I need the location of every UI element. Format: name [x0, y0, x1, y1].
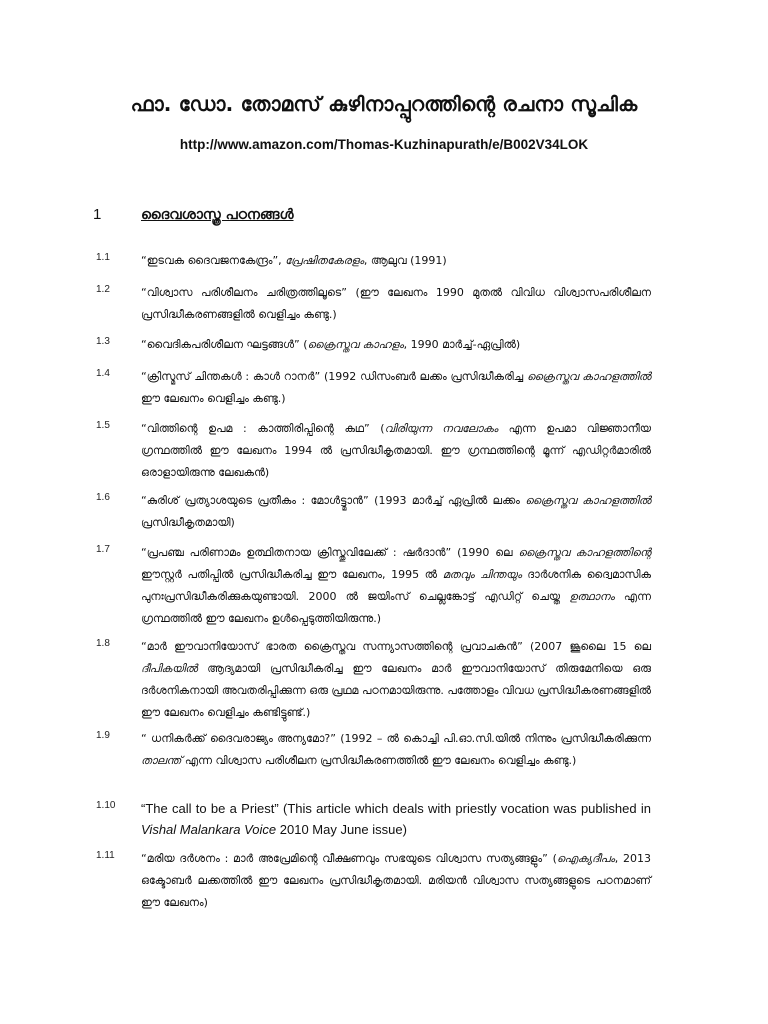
entry-text	[141, 798, 651, 840]
entry-text-segment: ദാർശനിക ദ്വൈമാസിക പുനഃപ്രസിദ്ധീകരിക്കുകയുണ്ടായി. 2000 ൽ ജയിംസ് ചെല്ലങ്കോട്ട് എഡിറ്റ് ചെയ്ത	[141, 568, 651, 603]
entry-text	[141, 282, 651, 326]
entry-text	[141, 418, 651, 484]
entry-text-segment: “വൈദികപരിശീലന ഘട്ടങ്ങൾ” (	[141, 338, 308, 351]
publication-name: ക്രൈസ്തവ കാഹളത്തിൽ	[526, 370, 651, 383]
entry-text	[141, 542, 651, 630]
entry-text	[141, 490, 651, 534]
entry-number: 1.4	[96, 368, 110, 379]
entry-text-segment: “ ധനികർക്ക് ദൈവരാജ്യം അന്യമോ?” (1992 – ൽ കൊച്ചി പി.ഓ.സി.യിൽ നിന്നും പ്രസിദ്ധീകരിക്കുന്ന	[141, 732, 651, 745]
entry-text-segment: “The call to be a Priest” (This article which deals with priestly vocation was published in	[141, 801, 651, 816]
entry-text-segment: പ്രസിദ്ധീകൃതമായി)	[141, 516, 235, 529]
publication-name: ദീപികയിൽ	[141, 662, 198, 675]
publication-name: പ്രേഷിതകേരളം	[285, 254, 364, 267]
entry-text-segment: ഈ ലേഖനം വെളിച്ചം കണ്ടു.)	[141, 392, 286, 405]
publication-name: മതവും ചിന്തയും	[442, 568, 522, 581]
entry-number: 1.1	[96, 252, 110, 263]
entry-number: 1.5	[96, 420, 110, 431]
entry-number: 1.6	[96, 492, 110, 503]
entry-number: 1.11	[96, 850, 115, 861]
entry-text	[141, 250, 651, 272]
entry-text	[141, 366, 651, 410]
entry-text	[141, 848, 651, 914]
publication-name: ക്രൈസ്തവ കാഹളത്തിൽ	[525, 494, 651, 507]
entry-text-segment: , 1990 മാർച്ച്-ഏപ്രിൽ)	[403, 338, 521, 351]
entry-text-segment: എന്ന ഉപമാ വിജ്ഞാനീയ ഗ്രന്ഥത്തിൽ ഈ ലേഖനം 1994 ൽ പ്രസിദ്ധീകൃതമായി. ഈ ഗ്രന്ഥത്തിന്റെ മൂന്ന് എഡിറ്റർമാരിൽ ഒരാളായിരുന്നു ലേഖകൻ)	[141, 422, 651, 479]
section-number: 1	[93, 206, 102, 223]
entry-text	[141, 728, 651, 772]
amazon-author-url[interactable]: http://www.amazon.com/Thomas-Kuzhinapurath/e/B002V34LOK	[179, 137, 589, 152]
entry-text-segment: ഈസ്റ്റർ പതിപ്പിൽ പ്രസിദ്ധീകരിച്ച ഈ ലേഖനം, 1995 ൽ	[141, 568, 443, 581]
publication-name: ക്രൈസ്തവ കാഹളം	[307, 338, 404, 351]
entry-text-segment: “മാർ ഈവാനിയോസ് ഭാരത ക്രൈസ്തവ സന്ന്യാസത്തിന്റെ പ്രവാചകൻ” (2007 ജൂലൈ 15 ലെ	[141, 640, 651, 653]
publication-name: ഉത്ഥാനം	[569, 590, 615, 603]
publication-name: ക്രൈസ്തവ കാഹളത്തിന്റെ	[518, 546, 651, 559]
publication-name: ഐക്യദീപം	[556, 852, 615, 865]
entry-number: 1.2	[96, 284, 110, 295]
entry-text-segment: , ആലുവ (1991)	[363, 254, 447, 267]
entry-text-segment: എന്ന വിശ്വാസ പരിശീലന പ്രസിദ്ധീകരണത്തിൽ ഈ ലേഖനം വെളിച്ചം കണ്ടു.)	[181, 754, 577, 767]
section-title: ദൈവശാസ്ത്ര പഠനങ്ങൾ	[141, 207, 294, 223]
entry-text-segment: “ക്രിസ്മസ് ചിന്തകൾ : കാൾ റാനർ” (1992 ഡിസംബർ ലക്കം പ്രസിദ്ധീകരിച്ച	[141, 370, 527, 383]
publication-name: താലന്ത്	[141, 754, 182, 767]
entry-text	[141, 636, 651, 724]
entry-text-segment: “പ്രപഞ്ച പരിണാമം ഉത്ഥിതനായ ക്രിസ്തുവിലേക്ക് : ഷർദാൻ” (1990 ലെ	[141, 546, 519, 559]
entry-number: 1.9	[96, 730, 110, 741]
publication-name: വിരിയുന്ന നവലോകം	[384, 422, 499, 435]
entry-text-segment: 2010 May June issue)	[276, 822, 407, 837]
entry-number: 1.10	[96, 800, 116, 811]
entry-text-segment: , 2013 ഒക്ടോബർ ലക്കത്തിൽ ഈ ലേഖനം പ്രസിദ്ധീകൃതമായി. മരിയൻ വിശ്വാസ സത്യങ്ങളുടെ പഠനമാണ് ഈ ലേഖനം)	[141, 852, 651, 909]
entry-text-segment: “മരിയ ദർശനം : മാർ അപ്രേമിന്റെ വീക്ഷണവും സഭയുടെ വിശ്വാസ സത്യങ്ങളും” (	[141, 852, 557, 865]
entry-text-segment: “വിത്തിന്റെ ഉപമ : കാത്തിരിപ്പിന്റെ കഥ” (	[141, 422, 385, 435]
page-title: ഫാ. ഡോ. തോമസ് കുഴിനാപ്പുറത്തിന്റെ രചനാ സൂചിക	[130, 92, 638, 116]
entry-text-segment: “ഇടവക ദൈവജനകേന്ദ്രം”,	[141, 254, 286, 267]
publication-name: Vishal Malankara Voice	[141, 822, 277, 837]
entry-number: 1.3	[96, 336, 110, 347]
entry-text-segment: “കുരിശ് പ്രത്യാശയുടെ പ്രതീകം : മോൾട്ട്മാൻ” (1993 മാർച്ച് ഏപ്രിൽ ലക്കം	[141, 494, 526, 507]
entry-number: 1.7	[96, 544, 110, 555]
entry-number: 1.8	[96, 638, 110, 649]
entry-text	[141, 334, 651, 356]
entry-text-segment: ആദ്യമായി പ്രസിദ്ധീകരിച്ച ഈ ലേഖനം മാർ ഈവാനിയോസ് തിരുമേനിയെ ഒരു ദർശനികനായി അവതരിപ്പിക്കുന്ന ഒരു പ്രഥമ പഠനമായിരുന്നു. പത്തോളം വിവധ പ്രസിദ്ധീകരണങ്ങളിൽ ഈ ലേഖനം വെളിച്ചം കണ്ടിട്ടുണ്ട്.)	[141, 662, 651, 719]
entry-text-segment: എന്ന ഗ്രന്ഥത്തിൽ ഈ ലേഖനം ഉൾപ്പെടുത്തിയിരുന്നു.)	[141, 590, 651, 625]
entry-text-segment: “വിശ്വാസ പരിശീലനം ചരിത്രത്തിലൂടെ” (ഈ ലേഖനം 1990 മുതൽ വിവിധ വിശ്വാസപരിശീലന പ്രസിദ്ധീകരണങ്ങളിൽ വെളിച്ചം കണ്ടു.)	[141, 286, 651, 321]
